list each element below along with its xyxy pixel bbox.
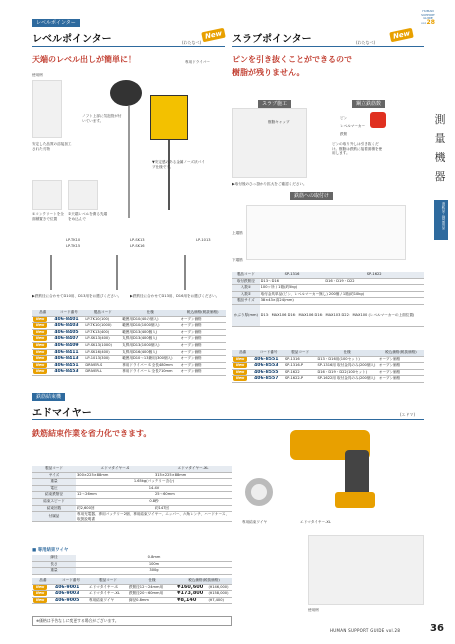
spec-val: 100ヶ所 / 1箱(約5kg) [260, 285, 424, 292]
spec-val: 300×225×88mm [76, 472, 154, 479]
code-number: 406-8557 [253, 376, 284, 383]
new-badge: New [33, 591, 47, 597]
img-label: エドマタイヤー-XL [300, 520, 331, 524]
lead-text-2: 樹脂が残りません。 [232, 68, 305, 77]
brand-line: GUIDE [423, 16, 433, 21]
spec-val: 38×43×高24(mm) [260, 298, 424, 305]
table-row[interactable] [32, 591, 232, 598]
product-code: SP-1316 [284, 356, 317, 363]
edma-spec-table [32, 466, 232, 522]
page-number: 36 [430, 623, 444, 634]
spec-header: エドマタイヤー-S [76, 466, 154, 472]
product-code: LP-SK16(400) [84, 349, 121, 356]
price: オープン価格 [179, 349, 226, 356]
footer-guide: HUMAN SUPPORT GUIDE vol.28 [330, 628, 401, 633]
caption-c1: ①コンクリートを全面積置きで位置 [32, 212, 64, 221]
product-code: DRIVER-L [84, 369, 121, 376]
product-code: LP-TK13(400) [84, 329, 121, 336]
table-row[interactable] [32, 369, 226, 376]
callout-marker: レベルマーカー [340, 124, 366, 128]
table-row[interactable] [232, 369, 424, 376]
wire-spool-image [245, 478, 273, 506]
product-code: LP-SK13(1000) [84, 342, 121, 349]
usage-photo [32, 80, 62, 138]
code-number: 406-9005 [54, 597, 88, 604]
label-lower: 下端筋 [232, 258, 243, 262]
product-code: 専用結束ワイヤ [88, 597, 128, 604]
code-number: 406-8411 [53, 349, 84, 356]
fig-label: LP-SK16 [130, 244, 145, 248]
price: オープン価格 [179, 369, 226, 376]
usage-label: 使用例 [308, 608, 319, 612]
product-title: エドマイヤー [32, 408, 92, 419]
nose-caption: ▼安定感のある金属ノーズ状パイプ仕様です。 [152, 160, 205, 169]
new-badge: New [33, 329, 47, 335]
product-code: SP-1622-P [284, 376, 317, 383]
spec-key: 取付鉄筋径 [232, 278, 260, 285]
spec-val: 25〜60mm [154, 492, 232, 499]
product-code: エドマタイヤー-XL [88, 591, 128, 598]
new-badge: New [33, 597, 47, 603]
price: オープン価格 [179, 316, 226, 323]
code-number: 406-8407 [53, 336, 84, 343]
notch-caption: ノフト上部に気泡管が付いています。 [82, 114, 122, 123]
code-number: 406-8453 [53, 369, 84, 376]
table-row[interactable] [232, 356, 424, 363]
table-row[interactable] [32, 597, 232, 604]
code-number: 406-8551 [253, 356, 284, 363]
photo-c2 [68, 180, 98, 210]
product-code: LP-1013(300) [84, 356, 121, 363]
col-header: 仕様 [316, 350, 377, 356]
slab-photo [232, 108, 307, 178]
spec-val: 取付金具単品(ピン、レベルマーカー無し) 200個 / 1箱(約10kg) [260, 291, 424, 298]
title-rule [32, 46, 225, 47]
col-header: 仕様 [128, 578, 176, 584]
price: オープン価格 [179, 323, 226, 330]
spec-key: 重量 [32, 479, 76, 486]
wire-title: 専用結束ワイヤ [37, 548, 69, 553]
right-price-table [232, 350, 424, 383]
spec-val: 14.4V [76, 485, 232, 492]
spec-key: 付属品 [32, 512, 76, 522]
price: オープン価格 [179, 329, 226, 336]
code-number: 406-8405 [53, 329, 84, 336]
spec: SP-1622用 取付金具のみ(200個入) [316, 376, 377, 383]
price-note: ※価格は予告なしに変更する場合がございます。 [32, 616, 232, 626]
lead-text: 天端のレベル出しが簡単に！ [32, 55, 136, 64]
product-title: スラブポインター [232, 34, 312, 45]
spec-val: 12〜26mm [76, 492, 154, 499]
new-badge: New [233, 363, 247, 369]
table-row[interactable] [32, 336, 226, 343]
spec-key: 結束スピード [32, 498, 76, 505]
photo-c1 [32, 180, 62, 210]
volume-number: 28 [426, 18, 435, 26]
side-index-tab[interactable]: 消耗品・測量用品 [434, 200, 448, 240]
section-tag: 鉄筋結束機 [32, 393, 65, 401]
product-title: レベルポインター [32, 34, 112, 45]
callout-cap: 樹脂キャップ [268, 120, 290, 124]
product-code: SP-1622 [284, 369, 317, 376]
spec-header: 製品コード [32, 466, 76, 472]
callout-note: ピンの取り外しは引き抜くだけ。樹脂は鉄筋に接着面積を使用します。 [332, 142, 383, 156]
title-rule [32, 419, 424, 420]
table-row[interactable] [32, 323, 226, 330]
price: ¥8,140 [176, 597, 208, 604]
spec-val: D13：MAX106 D16：MAX106 D16：MAX103 D22：MAX100 (レベルマーカーの上面位置) [260, 304, 424, 326]
spec: 鉄筋径12〜24mm用 [128, 584, 176, 591]
spec: 丸棒用D13(1000個入) [121, 342, 179, 349]
col-header: 品番 [32, 310, 53, 316]
price-ex-tax: (¥146,000) [208, 584, 232, 591]
spec-key: 線径 [32, 555, 76, 561]
col-header: 製品コード [284, 350, 317, 356]
spec-val: 315×225×88mm [154, 472, 232, 479]
spec: SP-1316用 取付金具のみ(200個入) [316, 363, 377, 370]
slab-spec-table [232, 272, 424, 327]
spec: 丸棒用D13(400個入) [121, 336, 179, 343]
spec: 鉄筋径20〜60mm用 [128, 591, 176, 598]
new-badge: New [389, 28, 414, 43]
price: オープン価格 [179, 342, 226, 349]
fig-tag: スラブ施工 [258, 100, 291, 108]
price: ¥160,600 [176, 584, 208, 591]
spec: D13・D16用(100セット) [316, 356, 377, 363]
slab-pointer-image [370, 112, 386, 128]
product-code: LP-TK10(1000) [84, 323, 121, 330]
fig-tag: 鋼立鉄筋数 [352, 100, 385, 108]
new-badge: New [33, 356, 47, 362]
pointer-figure [50, 255, 52, 290]
price: オープン価格 [378, 356, 424, 363]
col-header: 品番 [32, 578, 54, 584]
new-badge: New [233, 356, 247, 362]
mount-diagram [246, 205, 406, 260]
spec: 専用ドライバー S 全長480mm [121, 362, 179, 369]
table-row[interactable] [32, 362, 226, 369]
spec: 範囲用D10(40の個入) [121, 316, 179, 323]
driver-label: 専用ドライバー [185, 60, 210, 64]
fig-label: LP-1013 [196, 238, 211, 242]
spec-val: 0.8mm [76, 555, 232, 561]
price: ¥173,800 [176, 591, 208, 598]
brand-block [418, 10, 438, 25]
price: オープン価格 [179, 356, 226, 363]
spec-key: 電圧 [32, 485, 76, 492]
bottom-price-table [32, 578, 232, 604]
img-label: 専用結束ワイヤ [242, 520, 268, 524]
spec: 範囲用D10(1000個入) [121, 323, 179, 330]
pointer-figure [184, 255, 186, 290]
price: オープン価格 [179, 336, 226, 343]
product-code: SP-1316-P [284, 363, 317, 370]
spec-val: 専用充電器、専用バッテリー2個、専用結束ワイヤー、ニッパー、六角レンチ、ハードケース、取扱説明書 [76, 512, 232, 522]
product-code: DRIVER-S [84, 362, 121, 369]
table-row[interactable] [32, 356, 226, 363]
callout-rebar: 鉄筋 [340, 132, 348, 136]
col-header: コード番号 [253, 350, 284, 356]
spec-val: 約2,600回 [76, 505, 154, 512]
col-header: 税込価格(税抜価格) [378, 350, 424, 356]
spec-val: D16・D19・D22 [324, 278, 424, 285]
lead-text-1: ピンを引き抜くことができるので [232, 55, 352, 64]
side-char: 機 [434, 151, 446, 164]
new-badge: New [201, 28, 226, 43]
spec-key: 重量 [32, 568, 76, 575]
spec-key: サイズ [32, 472, 76, 479]
wire-spec-table [32, 555, 232, 575]
new-badge: New [33, 336, 47, 342]
usage-label: 使用例 [32, 73, 43, 77]
maker-reading: (わたなべ) [356, 40, 376, 45]
fig-label: LP-TK15 [66, 244, 81, 248]
new-badge: New [33, 342, 47, 348]
code-number: 406-8553 [253, 363, 284, 370]
new-badge: New [233, 376, 247, 382]
brand-line: HUMAN [422, 9, 434, 13]
table-row[interactable] [32, 316, 226, 323]
new-badge: New [33, 323, 47, 329]
wire-heading: ■ 専用結束ワイヤ [32, 548, 69, 553]
col-header: 仕様 [121, 310, 179, 316]
price: オープン価格 [179, 362, 226, 369]
spec-key: 入数② [232, 291, 260, 298]
spec-key: 結束鉄筋径 [32, 492, 76, 499]
table-row[interactable] [32, 342, 226, 349]
product-code: LP-SK13(400) [84, 336, 121, 343]
spec: 専用ドライバー L 全長710mm [121, 369, 179, 376]
spec-key: 製品サイズ [232, 298, 260, 305]
code-number: 406-8403 [53, 323, 84, 330]
spec-key: 結束回数 [32, 505, 76, 512]
spec-header: 製品コード [232, 272, 260, 278]
spec-header: SP-1622 [324, 272, 424, 278]
side-char: 量 [434, 132, 446, 145]
note-d10: ▶鉄筋径に合わせてD10用、D13用をお選びください。 [32, 294, 122, 298]
spec-val: D13〜D16 [260, 278, 325, 285]
table-row[interactable] [32, 584, 232, 591]
col-header: 税込価格(税抜価格) [179, 310, 226, 316]
product-code: LP-TK10(100) [84, 316, 121, 323]
col-header: 製品コード [88, 578, 128, 584]
pointer-head-image [110, 80, 142, 106]
col-header: コード番号 [53, 310, 84, 316]
col-header: 税込価格(税抜価格) [176, 578, 232, 584]
col-header: 製品コード [84, 310, 121, 316]
spec-key: 入数① [232, 285, 260, 292]
spec: 丸棒用D16(400個入) [121, 349, 179, 356]
side-char: 器 [434, 170, 446, 183]
table-row[interactable] [232, 363, 424, 370]
spec-val: 100m [76, 561, 232, 568]
left-price-table [32, 310, 226, 376]
new-badge: New [33, 584, 47, 590]
pointer-rod-image [128, 106, 130, 218]
spec-val: 約147回 [154, 505, 232, 512]
level-receiver-image [150, 95, 188, 140]
spec-val: 1.65kg(バッテリー含む) [76, 479, 232, 486]
code-number: 406-9003 [54, 591, 88, 598]
spec-key: 長さ [32, 561, 76, 568]
pointer-figure [116, 255, 118, 290]
spec-header: エドマタイヤー-XL [154, 466, 232, 472]
spec: 範囲用D13(400個入) [121, 329, 179, 336]
lead-text: 鉄筋結束作業を省力化できます。 [32, 429, 152, 438]
usage-photo [308, 535, 424, 605]
title-rule [232, 46, 424, 47]
label-upper: 上端筋 [232, 231, 243, 235]
fig-label: LP-SK13 [130, 238, 145, 242]
mount-tag: 鉄筋への取付け [290, 192, 333, 200]
spec: 線径0.8mm [128, 597, 176, 604]
note-d13: ▶鉄筋径に合わせてD13用、D16用をお選びください。 [130, 294, 220, 298]
spec-header: SP-1316 [260, 272, 325, 278]
side-category [433, 110, 447, 186]
edma-tool-image [290, 430, 400, 510]
section-tag: レベルポインター [32, 19, 80, 27]
code-number: 406-8409 [53, 342, 84, 349]
price: オープン価格 [378, 376, 424, 383]
driver-rod-image [168, 140, 170, 210]
spec-val: 300g [76, 568, 232, 575]
new-badge: New [233, 369, 247, 375]
brand-line: SUPPORT [421, 12, 435, 17]
spec-val: 0.8秒 [76, 498, 232, 505]
quality-caption: 安定した品質の溶接加工された刃物 [32, 142, 72, 151]
new-badge: New [33, 349, 47, 355]
side-char: 測 [434, 113, 446, 126]
maker-reading: (わたなべ) [182, 40, 202, 45]
table-row[interactable] [232, 376, 424, 383]
brand-line: vol. [421, 20, 427, 25]
spec: 範囲用D10〜13兼用(300個入) [121, 356, 179, 363]
code-number: 406-9001 [54, 584, 88, 591]
code-number: 406-8451 [53, 362, 84, 369]
product-code: エドマタイヤー-S [88, 584, 128, 591]
table-row[interactable] [32, 349, 226, 356]
new-badge: New [33, 362, 47, 368]
price-ex-tax: (¥7,400) [208, 597, 232, 604]
maker-reading: (エドマ) [400, 412, 416, 417]
callout-pin: ピン [340, 116, 348, 120]
spec-key: かぶり厚(mm) [232, 304, 260, 326]
price-ex-tax: (¥158,000) [208, 591, 232, 598]
col-header: 品番 [232, 350, 253, 356]
attach-note: ▶取付後のひっ掛かり拡大をご確認ください。 [232, 182, 307, 186]
fig-label: LP-TK10 [66, 238, 81, 242]
new-badge: New [33, 369, 47, 375]
code-number: 406-8401 [53, 316, 84, 323]
table-row[interactable] [32, 329, 226, 336]
spec: D16・D19・D22(100セット) [316, 369, 377, 376]
code-number: 406-8555 [253, 369, 284, 376]
caption-c2: ②天端レベルを測る先端をめ込んで [68, 212, 108, 221]
price: オープン価格 [378, 363, 424, 370]
code-number: 406-8413 [53, 356, 84, 363]
price: オープン価格 [378, 369, 424, 376]
new-badge: New [33, 316, 47, 322]
col-header: コード番号 [54, 578, 88, 584]
